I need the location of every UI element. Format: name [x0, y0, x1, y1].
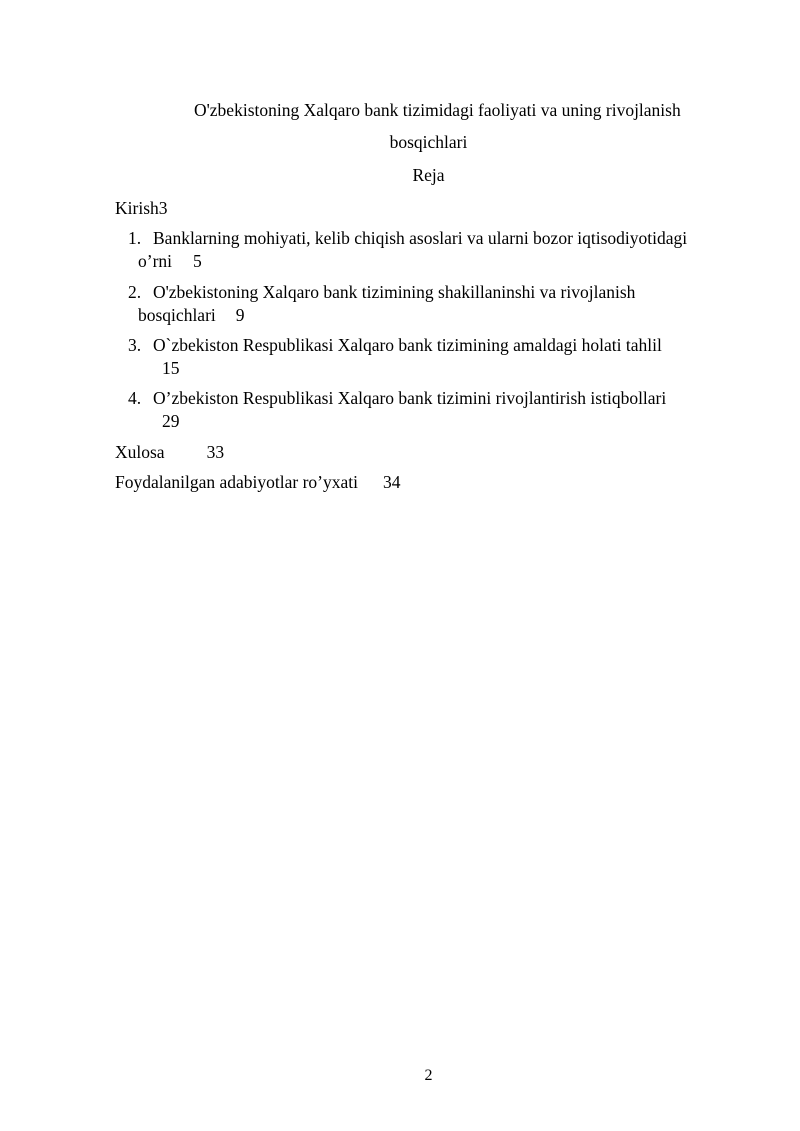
toc-conclusion-label: Xulosa — [115, 442, 165, 462]
toc-item-2-text-continued: bosqichlari — [138, 305, 216, 325]
toc-conclusion — [115, 441, 224, 464]
toc-references-page: 34 — [382, 472, 401, 492]
document-title-continued: bosqichlari — [389, 132, 468, 152]
toc-conclusion-page: 33 — [206, 442, 225, 462]
toc-item-2-continuation — [138, 304, 245, 327]
toc-item-2-text: O'zbekistoning Xalqaro bank tizimining shakillaninshi va rivojlanish — [153, 282, 636, 302]
toc-item-1-page: 5 — [193, 251, 202, 271]
toc-item-2-page: 9 — [235, 305, 245, 325]
toc-item-1-text-continued: o’rni — [138, 251, 173, 271]
toc-item-4-number: 4. — [128, 388, 142, 408]
toc-item-1-number: 1. — [128, 228, 142, 248]
toc-references — [115, 471, 400, 494]
toc-intro-page: 3 — [158, 198, 168, 218]
toc-item-4-text: O’zbekiston Respublikasi Xalqaro bank tizimini rivojlantirish istiqbollari — [153, 388, 667, 408]
toc-intro-label: Kirish — [115, 198, 159, 218]
toc-item-4-page: 29 — [162, 411, 180, 431]
page-number: 2 — [424, 1067, 433, 1084]
toc-item-2-number: 2. — [128, 282, 142, 302]
toc-item-3-page: 15 — [162, 358, 180, 378]
toc-item-3-text: O`zbekiston Respublikasi Xalqaro bank tizimining amaldagi holati tahlil — [153, 335, 662, 355]
plan-heading: Reja — [412, 165, 445, 185]
toc-item-1-text: Banklarning mohiyati, kelib chiqish asoslari va ularni bozor iqtisodiyotidagi — [153, 228, 688, 248]
toc-item-1-continuation — [138, 250, 202, 273]
toc-references-label: Foydalanilgan adabiyotlar ro’yxati — [115, 472, 358, 492]
toc-intro — [115, 197, 168, 220]
toc-item-3-number: 3. — [128, 335, 142, 355]
document-title: O'zbekistoning Xalqaro bank tizimidagi faoliyati va uning rivojlanish — [194, 100, 681, 120]
